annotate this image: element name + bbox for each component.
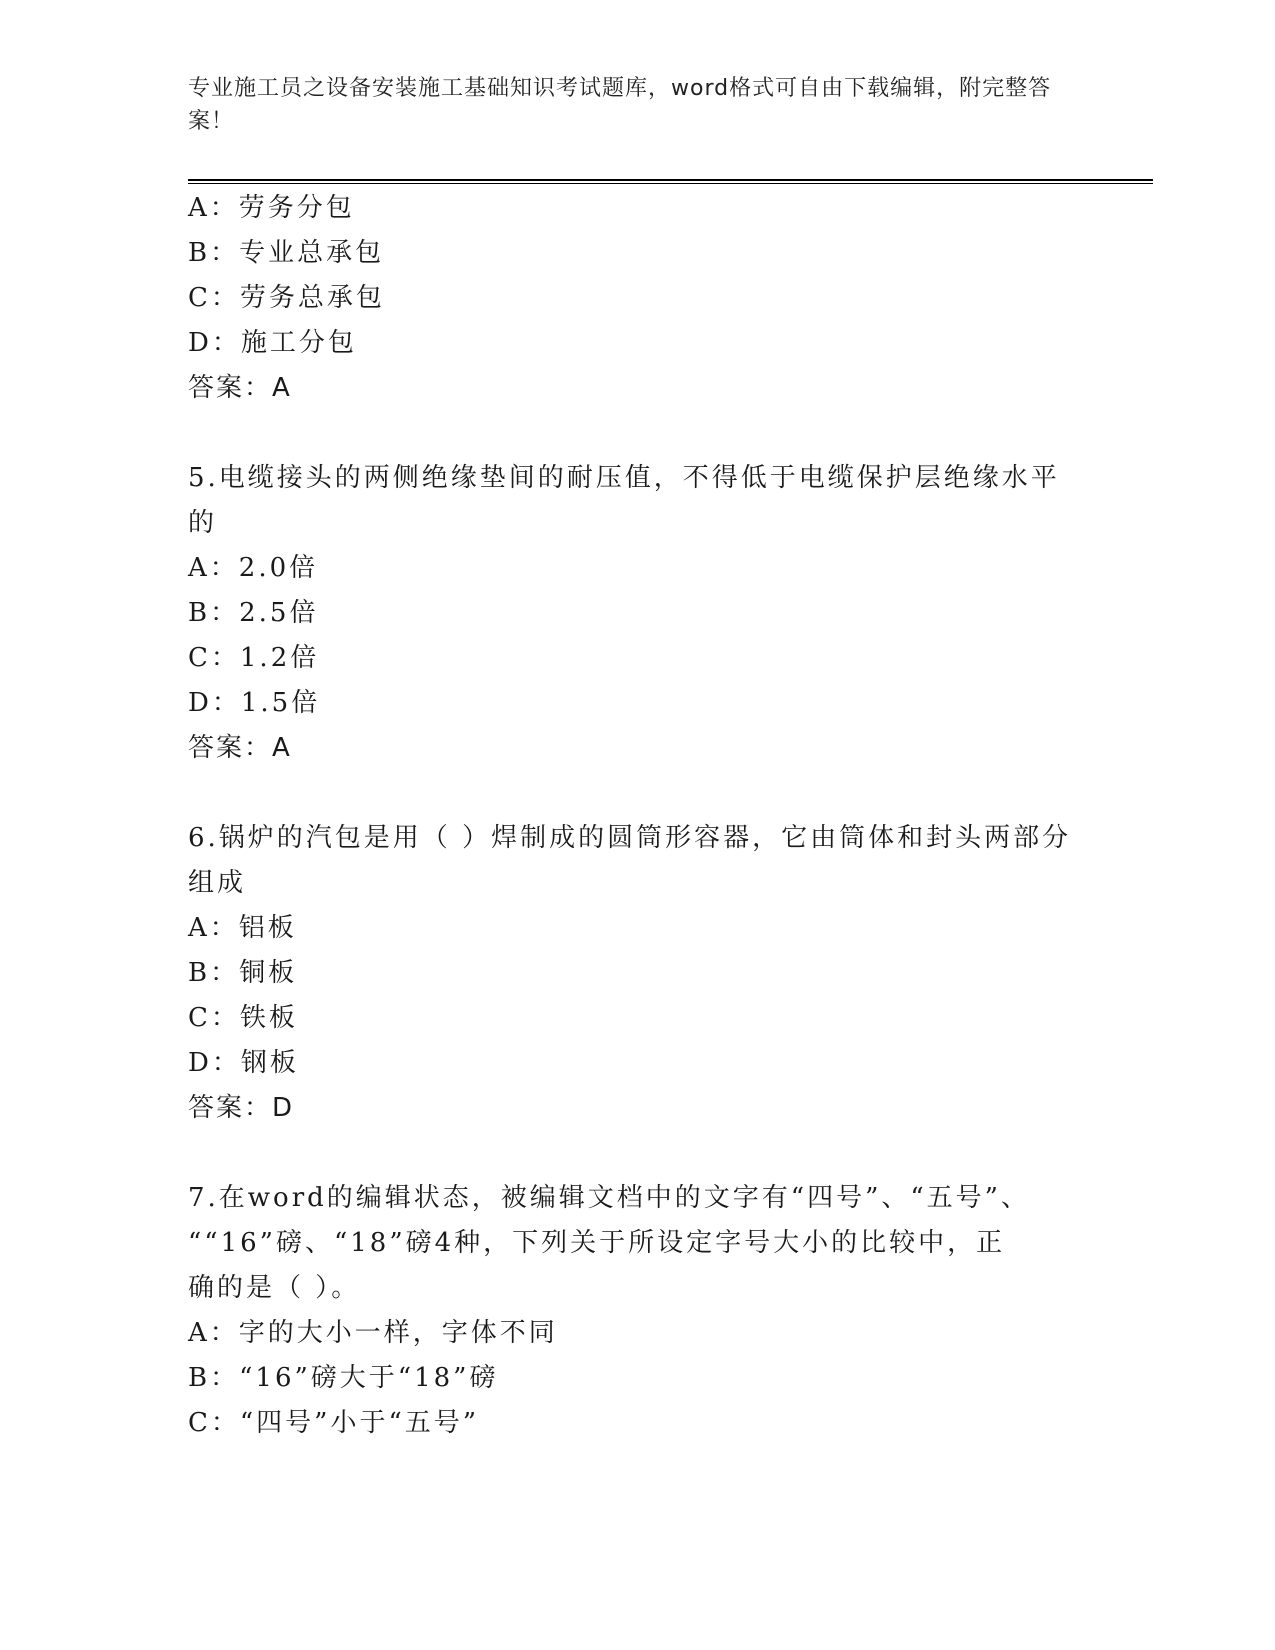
q4-option-b: B：专业总承包 bbox=[188, 238, 385, 268]
q4-option-c: C：劳务总承包 bbox=[188, 283, 385, 313]
q7-stem-line1: 7.在word的编辑状态，被编辑文档中的文字有“四号”、“五号”、 bbox=[188, 1183, 1030, 1213]
q6-option-b: B：铜板 bbox=[188, 958, 298, 988]
q6-stem-line2: 组成 bbox=[188, 868, 247, 898]
q4-option-a: A：劳务分包 bbox=[188, 193, 355, 223]
q5-stem-line1: 5.电缆接头的两侧绝缘垫间的耐压值，不得低于电缆保护层绝缘水平 bbox=[188, 463, 1060, 493]
q5-stem-line2: 的 bbox=[188, 508, 218, 538]
q7-stem-line3: 确的是（ ）。 bbox=[188, 1273, 361, 1303]
q4-answer: 答案：A bbox=[188, 373, 292, 403]
q5-option-b: B：2.5倍 bbox=[188, 598, 319, 628]
q4-option-d: D：施工分包 bbox=[188, 328, 357, 358]
q6-stem-line1: 6.锅炉的汽包是用（ ）焊制成的圆筒形容器，它由筒体和封头两部分 bbox=[188, 823, 1072, 853]
q7-stem-line2: ““16”磅、“18”磅4种，下列关于所设定字号大小的比较中，正 bbox=[188, 1228, 1006, 1258]
q5-option-d: D：1.5倍 bbox=[188, 688, 321, 718]
page-header: 专业施工员之设备安装施工基础知识考试题库，word格式可自由下载编辑，附完整答案！ bbox=[188, 76, 1052, 134]
q5-option-c: C：1.2倍 bbox=[188, 643, 320, 673]
q6-option-d: D：钢板 bbox=[188, 1048, 299, 1078]
q7-option-a: A：字的大小一样，字体不同 bbox=[188, 1318, 558, 1348]
header-rule bbox=[188, 179, 1153, 184]
q5-option-a: A：2.0倍 bbox=[188, 553, 319, 583]
q7-option-b: B：“16”磅大于“18”磅 bbox=[188, 1363, 499, 1393]
q6-option-a: A：铝板 bbox=[188, 913, 297, 943]
q5-answer: 答案：A bbox=[188, 733, 292, 763]
q6-option-c: C：铁板 bbox=[188, 1003, 298, 1033]
q7-option-c: C：“四号”小于“五号” bbox=[188, 1408, 480, 1438]
q6-answer: 答案：D bbox=[188, 1093, 295, 1123]
